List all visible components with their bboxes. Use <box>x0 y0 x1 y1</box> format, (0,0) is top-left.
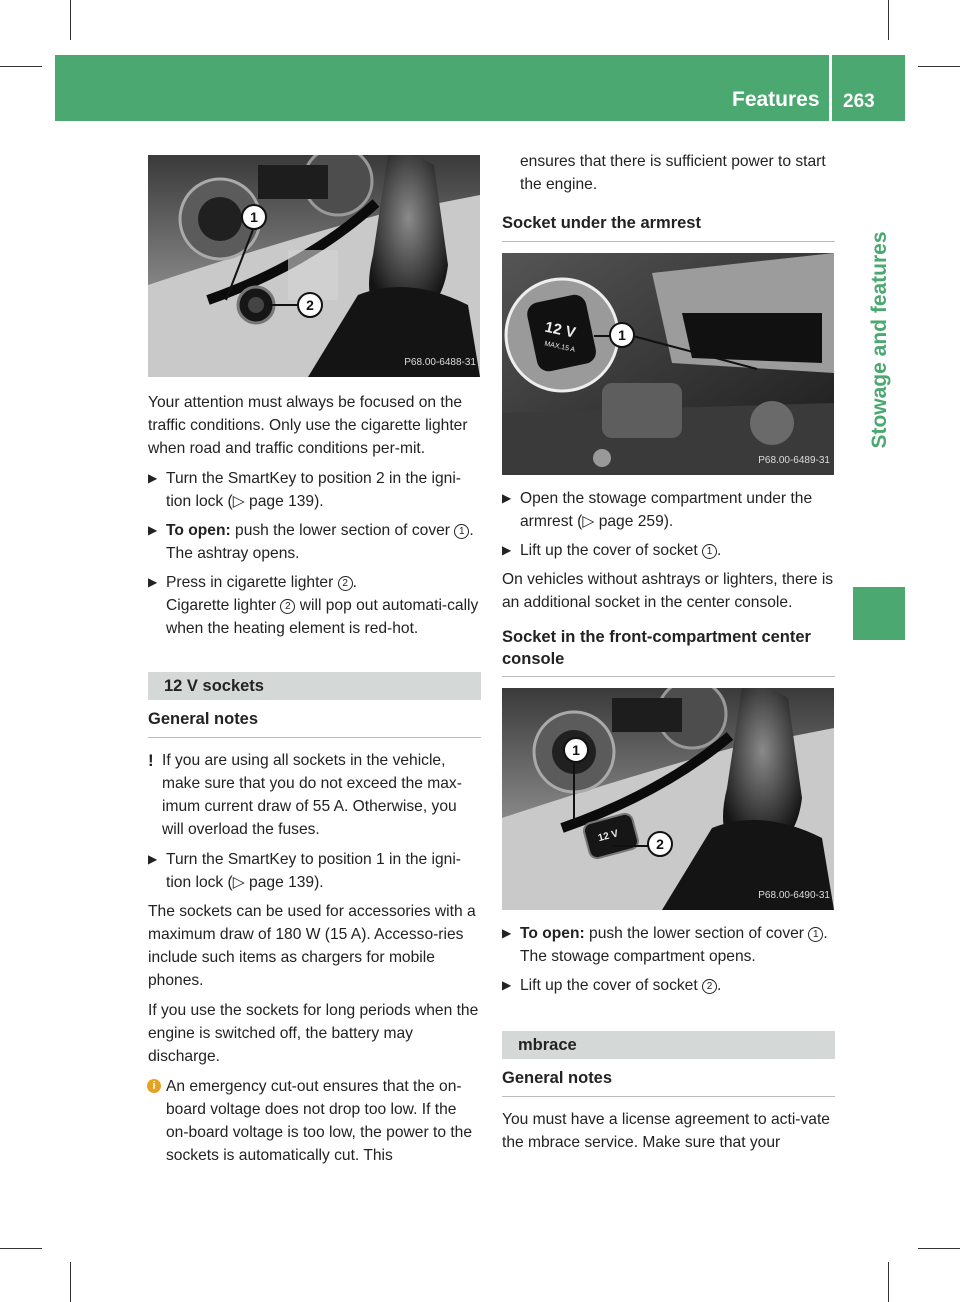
page-number: 263 <box>843 91 875 112</box>
callout-2-label: 2 <box>306 297 314 313</box>
instruction-step: ▶ To open: push the lower section of cover 1 . The ashtray opens. <box>148 519 481 565</box>
subheading: General notes <box>502 1067 835 1097</box>
body-text: You must have a license agreement to acti-vate the mbrace service. Make sure that your <box>502 1111 830 1151</box>
warning-text: If you are using all sockets in the vehicle, make sure that you do not exceed the max-imum current draw of 55 A. Otherwise, you will overload the fuses. <box>162 752 462 838</box>
step-label: To open: <box>520 925 585 942</box>
socket-sublabel: MAX.15 A <box>543 340 576 354</box>
photo-code: P68.00-6489-31 <box>758 455 830 466</box>
step-arrow-icon: ▶ <box>502 978 512 992</box>
instruction-step <box>148 848 481 894</box>
callout-1-label: 1 <box>572 742 580 758</box>
body-text: ensures that there is sufficient power to start the engine. <box>520 153 826 193</box>
step-arrow-icon: ▶ <box>148 523 158 537</box>
instruction-step <box>148 467 481 513</box>
photo-code: P68.00-6490-31 <box>758 890 830 901</box>
callout-1-icon: 1 <box>808 927 823 942</box>
subheading: Socket in the front-compartment center console <box>502 626 835 677</box>
crop-mark <box>918 66 960 67</box>
callout-2-icon: 2 <box>338 576 353 591</box>
step-text: Open the stowage compartment under the armrest (▷ page 259). <box>520 490 813 530</box>
step-text: Turn the SmartKey to position 2 in the igni-tion lock (▷ page 139). <box>166 470 461 510</box>
step-text: Lift up the cover of socket <box>520 977 698 994</box>
left-column <box>148 150 481 1174</box>
photo-code: P68.00-6488-31 <box>404 357 476 368</box>
step-arrow-icon: ▶ <box>502 543 512 557</box>
step-text: Press in cigarette lighter <box>166 574 334 591</box>
subheading: Socket under the armrest <box>502 212 835 242</box>
step-text: push the lower section of cover <box>589 925 804 942</box>
step-arrow-icon: ▶ <box>502 491 512 505</box>
crop-mark <box>0 1248 42 1249</box>
step-text: Lift up the cover of socket <box>520 542 698 559</box>
crop-mark <box>918 1248 960 1249</box>
side-tab-marker <box>853 587 905 640</box>
center-console-socket-photo <box>502 688 834 910</box>
socket-label: 12 V <box>596 828 620 845</box>
body-text: Your attention must always be focused on the traffic conditions. Only use the cigarette lighter when road and traffic conditions per-mit. <box>148 394 468 457</box>
header-separator <box>829 55 832 121</box>
step-result: The stowage compartment opens. <box>520 948 756 965</box>
crop-mark <box>70 1262 71 1302</box>
instruction-step: ▶ Press in cigarette lighter 2 . Cigarette lighter 2 will pop out automati-cally when the heating element is red-hot. <box>148 571 481 640</box>
step-arrow-icon: ▶ <box>502 926 512 940</box>
step-result: will pop out automati-cally when the heating element is red-hot. <box>166 597 479 637</box>
body-text: If you use the sockets for long periods when the engine is switched off, the battery may discharge. <box>148 1002 479 1065</box>
warning-note <box>148 749 481 841</box>
crop-mark <box>70 0 71 40</box>
callout-1-icon: 1 <box>454 524 469 539</box>
callout-1-label: 1 <box>618 327 626 343</box>
crop-mark <box>888 1262 889 1302</box>
callout-2-label: 2 <box>656 836 664 852</box>
callout-2-icon: 2 <box>702 979 717 994</box>
step-arrow-icon: ▶ <box>148 471 158 485</box>
step-text: push the lower section of cover <box>235 522 450 539</box>
info-text: An emergency cut-out ensures that the on-board voltage does not drop too low. If the on-board voltage is too low, the power to the sockets is automatically cut. This <box>166 1078 473 1164</box>
section-tab-label: Stowage and features <box>868 231 891 449</box>
body-text: The sockets can be used for accessories with a maximum draw of 180 W (15 A). Accesso-ries include such items as chargers for mobile phones. <box>148 903 476 989</box>
instruction-step: ▶ Lift up the cover of socket 2 . <box>502 974 835 997</box>
armrest-socket-photo <box>502 253 834 475</box>
instruction-step: ▶ Lift up the cover of socket 1 . <box>502 539 835 562</box>
step-result: Cigarette lighter <box>166 597 277 614</box>
warning-icon: ! <box>148 751 154 770</box>
info-icon: i <box>147 1079 161 1093</box>
step-label: To open: <box>166 522 231 539</box>
instruction-step <box>502 487 835 533</box>
section-heading: 12 V sockets <box>148 672 481 700</box>
step-text: Turn the SmartKey to position 1 in the igni-tion lock (▷ page 139). <box>166 851 461 891</box>
callout-1-label: 1 <box>250 209 258 225</box>
step-result: The ashtray opens. <box>166 545 300 562</box>
step-arrow-icon: ▶ <box>148 852 158 866</box>
section-heading: mbrace <box>502 1031 835 1059</box>
callout-2-icon: 2 <box>280 599 295 614</box>
body-text: On vehicles without ashtrays or lighters, there is an additional socket in the center console. <box>502 571 834 611</box>
info-note <box>148 1075 481 1167</box>
chapter-title: Features <box>732 88 820 111</box>
subheading: General notes <box>148 708 481 738</box>
step-arrow-icon: ▶ <box>148 575 158 589</box>
socket-label: 12 V <box>543 318 578 342</box>
crop-mark <box>888 0 889 40</box>
callout-1-icon: 1 <box>702 544 717 559</box>
instruction-step: ▶ To open: push the lower section of cover 1 . The stowage compartment opens. <box>502 922 835 968</box>
right-column <box>502 150 835 1161</box>
cigarette-lighter-photo <box>148 155 480 377</box>
crop-mark <box>0 66 42 67</box>
